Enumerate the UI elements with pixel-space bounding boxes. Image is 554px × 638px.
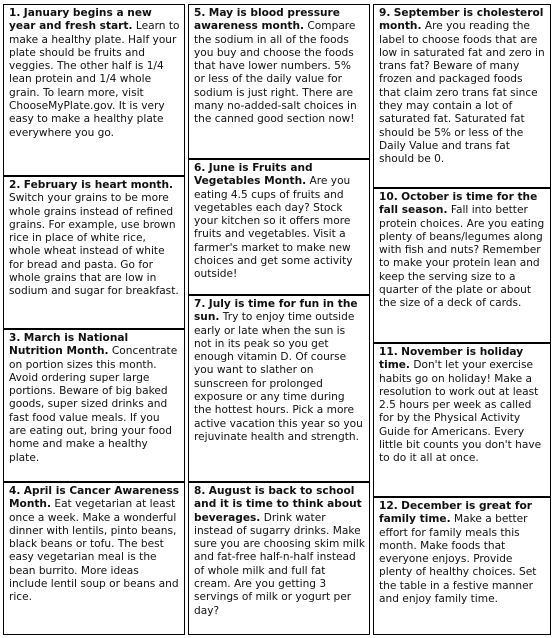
tip-body: Drink water instead of sugarry drinks. Make sure you are choosing skim milk and fat-free half-n-half instead of whole milk and full fat cream. Are you getting 3 servings of milk or yogurt per day?	[194, 511, 365, 617]
tip-text	[379, 500, 546, 606]
tip-body: Switch your grains to be more whole grains instead of refined grains. For example, use brown rice in place of white rice, whole wheat instead of white for bread and pasta. Go for whole grains that are low in sodium and sugar for breakfast.	[9, 192, 179, 298]
tip-heading: August is back to school and it is time to think about beverages.	[194, 485, 362, 524]
tip-text	[194, 298, 365, 444]
tip-heading: April is Cancer Awareness Month.	[9, 485, 180, 511]
tip-body: Don't let your exercise habits go on holiday! Make a resolution to work out at least 2.5 hours per week as called for by the Physical Activity Guide for Americans. Every little bit counts you don't have to do it all at once.	[379, 359, 542, 465]
tip-march	[3, 329, 185, 482]
tip-body: Are you reading the label to choose foods that are low in saturated fat and zero in trans fat? Beware of many frozen and packaged foods that claim zero trans fat since they may contain a lot of saturated fat. Saturated fat should be 5% or less of the Daily Value and trans fat should be 0.	[379, 20, 545, 166]
tip-october	[373, 188, 551, 343]
tip-april	[3, 482, 185, 635]
tip-number: 4.	[9, 485, 21, 497]
tip-text	[9, 332, 180, 465]
tip-heading: February is heart month.	[23, 179, 174, 191]
tip-number: 7.	[194, 298, 206, 310]
tip-september	[373, 4, 551, 188]
tip-heading: May is blood pressure awareness month.	[194, 7, 340, 33]
tip-november	[373, 343, 551, 497]
tip-number: 2.	[9, 179, 21, 191]
tip-heading: July is time for fun in the sun.	[194, 298, 358, 324]
tip-february	[3, 176, 185, 329]
tip-text	[9, 7, 180, 140]
tip-number: 8.	[194, 485, 206, 497]
tip-number: 5.	[194, 7, 206, 19]
tip-text	[379, 191, 546, 311]
tip-text	[379, 346, 546, 466]
tip-body: Learn to make a healthy plate. Half your plate should be fruits and veggies. The other half is 1/4 lean protein and 1/4 whole grain. To learn more, visit ChooseMyPlate.gov. It is very easy to make a healthy plate everywhere you go.	[9, 20, 180, 139]
tip-body: Fall into better protein choices. Are you eating plenty of beans/legumes along with fish and nuts? Remember to make your protein lean and keep the serving size to a quarter of the plate or about the size of a deck of cards.	[379, 204, 545, 310]
tip-january	[3, 4, 185, 176]
tip-number: 10.	[379, 191, 398, 203]
tip-body: Eat vegetarian at least once a week. Make a wonderful dinner with lentils, pinto beans, black beans or tofu. The best easy vegetarian meal is the bean burrito. More ideas include lentil soup or beans and rice.	[9, 498, 179, 604]
tip-text	[194, 162, 365, 282]
tip-heading: December is great for family time.	[379, 500, 532, 526]
tip-number: 11.	[379, 346, 398, 358]
tip-may	[188, 4, 370, 159]
tip-body: Make a better effort for family meals this month. Make foods that everyone enjoys. Provide plenty of healthy choices. Set the table in a festive manner and enjoy family time.	[379, 513, 537, 606]
tip-text	[379, 7, 546, 167]
tip-number: 9.	[379, 7, 391, 19]
tip-june	[188, 159, 370, 295]
tip-heading: October is time for the fall season.	[379, 191, 538, 217]
tip-december	[373, 497, 551, 635]
tip-heading: June is Fruits and Vegetables Month.	[194, 162, 313, 188]
tip-heading: November is holiday time.	[379, 346, 524, 372]
tip-heading: September is cholesterol month.	[379, 7, 544, 33]
tip-heading: March is National Nutrition Month.	[9, 332, 129, 358]
tip-body: Concentrate on portion sizes this month. Avoid ordering super large portions. Beware of big baked goods, super sized drinks and fast food value meals. If you are eating out, bring your food home and make a healthy plate.	[9, 345, 178, 464]
tip-number: 1.	[9, 7, 21, 19]
tip-text	[194, 485, 365, 618]
tip-august	[188, 482, 370, 635]
tip-number: 6.	[194, 162, 206, 174]
tip-body: Are you eating 4.5 cups of fruits and vegetables each day? Stock your kitchen so it offers more fruits and vegetables. Visit a farmer's market to make new choices and get some activity outside!	[194, 175, 353, 281]
tip-number: 12.	[379, 500, 398, 512]
tip-body: Try to enjoy time outside early or late when the sun is not in its peak so you get enough vitamin D. Of course you want to slather on sunscreen for prolonged exposure or any time during the hottest hours. Pick a more active vacation this year so you rejuvinate health and strength.	[194, 311, 363, 443]
tip-body: Compare the sodium in all of the foods you buy and choose the foods that have lower numbers. 5% or less of the daily value for sodium is just right. There are many no-added-salt choices in the canned good section now!	[194, 20, 357, 126]
tip-july	[188, 295, 370, 482]
tip-text	[194, 7, 365, 127]
tip-text	[9, 179, 180, 299]
tip-number: 3.	[9, 332, 21, 344]
tip-text	[9, 485, 180, 605]
tip-heading: January begins a new year and fresh start.	[9, 7, 152, 33]
